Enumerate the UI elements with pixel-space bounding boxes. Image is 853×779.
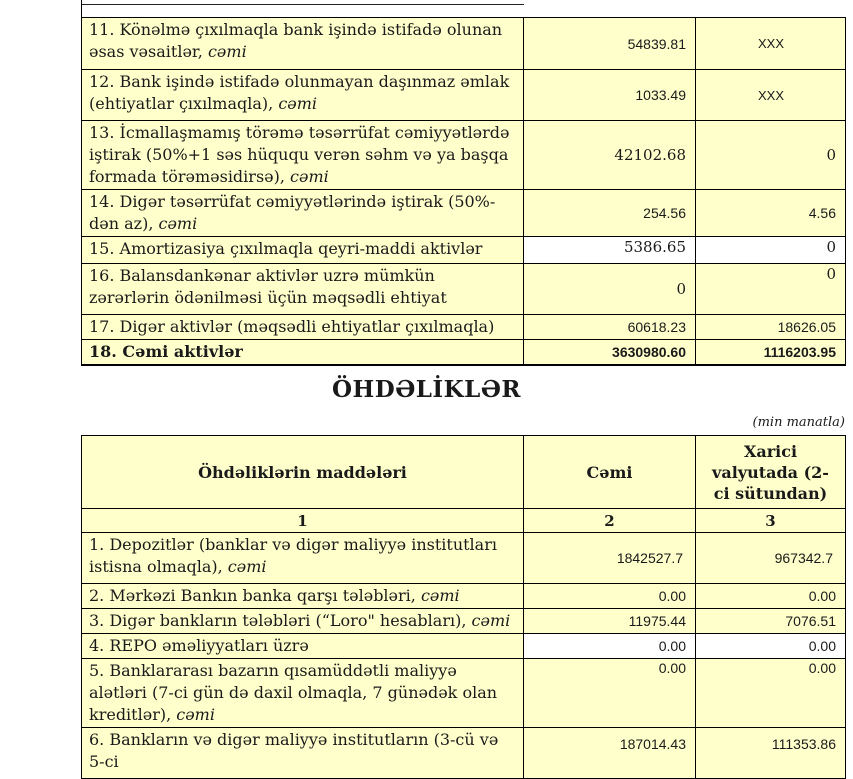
row-label (82, 609, 524, 634)
row-label-italic: cəmi (207, 42, 247, 61)
total-value: 1842527.7 (524, 533, 696, 584)
table-row (82, 584, 846, 609)
index-col-2: 2 (524, 509, 696, 533)
row-label (82, 190, 524, 237)
total-value: 187014.43 (524, 728, 696, 779)
row-label-text: 6. Bankların və digər maliyyə institutların (3-cü və 5-ci (89, 730, 499, 771)
header-row (82, 436, 846, 509)
total-value: 3630980.60 (524, 340, 696, 366)
total-value: 54839.81 (524, 18, 696, 70)
total-value: 0 (524, 264, 696, 315)
row-label (82, 584, 524, 609)
row-label (82, 237, 524, 264)
assets-table (81, 17, 846, 366)
foreign-value: 0 (696, 121, 846, 190)
row-label-text: 15. Amortizasiya çıxılmaqla qeyri-maddi aktivlər (89, 239, 483, 258)
row-label (82, 659, 524, 728)
row-label-text: 18. Cəmi aktivlər (89, 342, 243, 361)
row-label (82, 315, 524, 340)
row-label-italic: cəmi (471, 611, 511, 630)
row-label-text: 14. Digər təsərrüfat cəmiyyətlərində iştirak (50%-dən az), (89, 192, 496, 233)
table-row (82, 70, 846, 121)
index-col-3: 3 (696, 509, 846, 533)
table-row (82, 609, 846, 634)
foreign-value: 0.00 (696, 634, 846, 659)
foreign-value: 111353.86 (696, 728, 846, 779)
row-label-italic: cəmi (278, 94, 318, 113)
foreign-value: XXX (696, 18, 846, 70)
table-row (82, 18, 846, 70)
header-items: Öhdəliklərin maddələri (82, 436, 524, 509)
foreign-value: XXX (696, 70, 846, 121)
table-row-clipped (82, 728, 846, 779)
table-row (82, 237, 846, 264)
table-row (82, 264, 846, 315)
table-row-total (82, 340, 846, 366)
total-value: 0.00 (524, 634, 696, 659)
row-label (82, 264, 524, 315)
row-label-italic: cəmi (227, 557, 267, 576)
foreign-value: 0 (696, 264, 846, 315)
row-label-italic: cəmi (420, 586, 460, 605)
header-total: Cəmi (524, 436, 696, 509)
section-title: ÖHDƏLİKLƏR (332, 376, 521, 403)
unit-note: (min manatla) (752, 415, 845, 430)
row-label-text: 4. REPO əməliyyatları üzrə (89, 636, 309, 655)
foreign-value: 967342.7 (696, 533, 846, 584)
row-label-text: 1. Depozitlər (banklar və digər maliyyə institutları istisna olmaqla), (89, 535, 497, 576)
row-label-italic: cəmi (158, 214, 198, 233)
row-label-text: 16. Balansdankənar aktivlər uzrə mümkün zərərlərin ödənilməsi üçün məqsədli ehtiyat (89, 266, 447, 307)
foreign-value: 7076.51 (696, 609, 846, 634)
row-label (82, 340, 524, 366)
liabilities-table-section (81, 435, 846, 779)
previous-row-cut (81, 0, 846, 17)
index-row (82, 509, 846, 533)
table-row (82, 190, 846, 237)
table-row (82, 315, 846, 340)
table-row (82, 533, 846, 584)
foreign-value: 4.56 (696, 190, 846, 237)
header-foreign: Xarici valyutada (2-ci sütundan) (696, 436, 846, 509)
total-value: 254.56 (524, 190, 696, 237)
table-row (82, 659, 846, 728)
row-label (82, 533, 524, 584)
total-value: 0.00 (524, 584, 696, 609)
row-label-italic: cəmi (290, 167, 329, 186)
foreign-value: 1116203.95 (696, 340, 846, 366)
row-label-text: 13. İcmallaşmamış törəmə təsərrüfat cəmiyyətlərdə iştirak (50%+1 səs hüququ verən səhm və ya başqa formada törəməsidirsə), (89, 123, 510, 186)
row-label-text: 3. Digər bankların tələbləri (“Loro" hesabları), (89, 611, 472, 630)
foreign-value: 0 (696, 237, 846, 264)
row-label-text: 12. Bank işində istifadə olunmayan daşınmaz əmlak (ehtiyatlar çıxılmaqla), (89, 72, 510, 113)
row-label-italic: cəmi (176, 705, 215, 724)
row-label-text: 11. Könəlmə çıxılmaqla bank işində istifadə olunan əsas vəsaitlər, (89, 20, 503, 61)
foreign-value: 0.00 (696, 584, 846, 609)
table-row (82, 634, 846, 659)
index-col-1: 1 (82, 509, 524, 533)
row-label (82, 121, 524, 190)
divider (82, 4, 524, 5)
total-value: 11975.44 (524, 609, 696, 634)
row-label-text: 2. Mərkəzi Bankın banka qarşı tələbləri, (89, 586, 421, 605)
assets-table-section (81, 0, 846, 366)
total-value: 42102.68 (524, 121, 696, 190)
row-label-text: 17. Digər aktivlər (məqsədli ehtiyatlar çıxılmaqla) (89, 317, 495, 336)
row-label (82, 728, 524, 779)
total-value: 0.00 (524, 659, 696, 728)
foreign-value: 0.00 (696, 659, 846, 728)
foreign-value: 18626.05 (696, 315, 846, 340)
liabilities-table (81, 435, 846, 779)
row-label (82, 634, 524, 659)
row-label (82, 70, 524, 121)
table-row (82, 121, 846, 190)
total-value: 60618.23 (524, 315, 696, 340)
row-label-text: 5. Banklararası bazarın qısamüddətli maliyyə alətləri (7-ci gün də daxil olmaqla, 7 günədək olan kreditlər), (89, 661, 498, 724)
row-label (82, 18, 524, 70)
total-value: 1033.49 (524, 70, 696, 121)
total-value: 5386.65 (524, 237, 696, 264)
